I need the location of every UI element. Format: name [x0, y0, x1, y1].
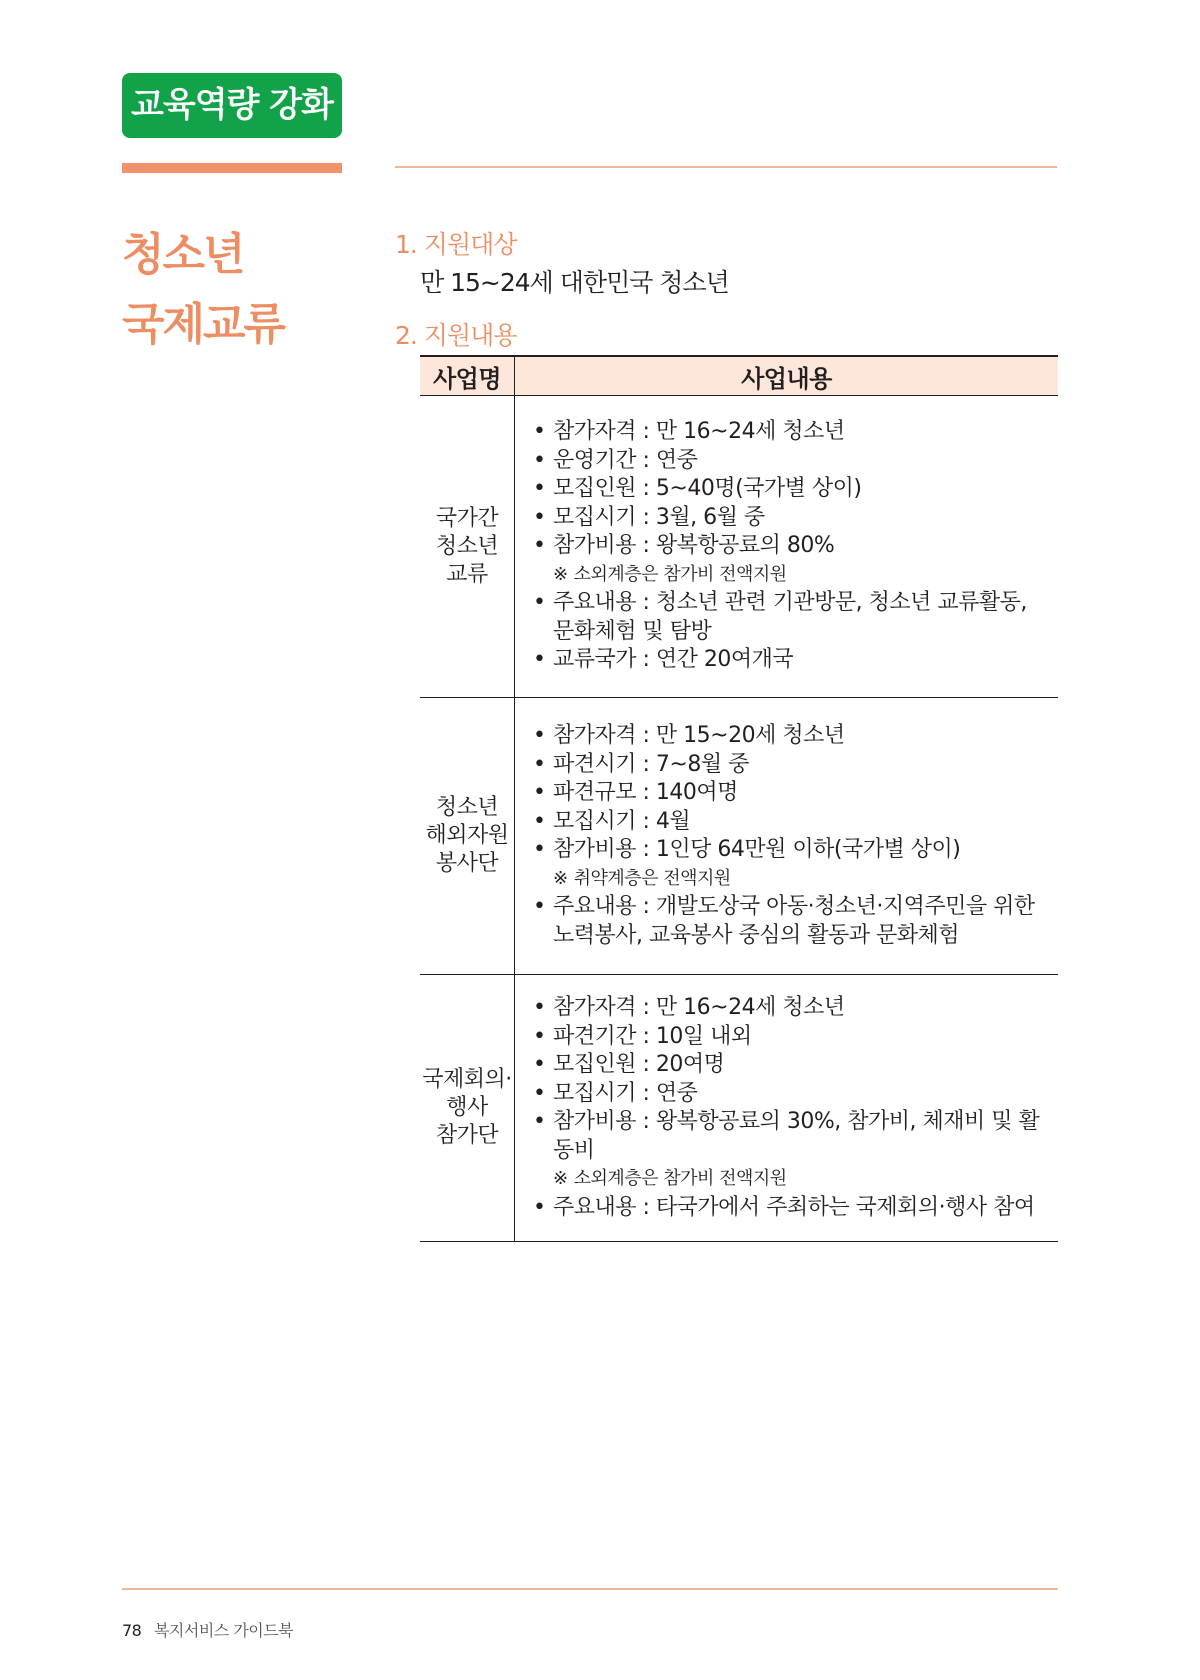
list-item: • 참가자격 : 만 15~20세 청소년 [533, 722, 1058, 751]
list-item-continuation: 문화체험 및 탐방 [553, 618, 712, 644]
note-item [533, 561, 1058, 590]
program-name-cell [420, 975, 515, 1242]
program-name-line: 해외자원 [425, 823, 509, 848]
left-accent-rule [122, 163, 342, 173]
note-item [533, 1165, 1058, 1194]
program-name-line: 봉사단 [435, 851, 499, 876]
page-title-line-2: 국제교류 [122, 299, 285, 350]
program-name-line: 행사 [446, 1095, 488, 1120]
header-program-name: 사업명 [420, 356, 515, 396]
program-name-line: 청소년 [435, 795, 499, 820]
page-title-line-1: 청소년 [122, 229, 244, 280]
table-header-row [420, 356, 1058, 396]
list-item: • 참가비용 : 1인당 64만원 이하(국가별 상이) [533, 836, 1058, 865]
list-item [533, 893, 1058, 950]
list-item: • 모집시기 : 연중 [533, 1080, 1058, 1109]
list-item: • 교류국가 : 연간 20여개국 [533, 646, 1058, 675]
list-item: • 운영기간 : 연중 [533, 447, 1058, 476]
program-content-cell [515, 698, 1059, 975]
program-name-line: 국가간 [435, 505, 499, 531]
list-item: • 파견규모 : 140여명 [533, 779, 1058, 808]
list-item-text: 주요내용 : 청소년 관련 기관방문, 청소년 교류활동, [553, 590, 1027, 616]
list-item: • 참가비용 : 왕복항공료의 80% [533, 532, 1058, 561]
item-list [533, 722, 1058, 950]
page-title [122, 220, 284, 360]
table-row [420, 698, 1058, 975]
footer [122, 1618, 293, 1641]
program-name-line: 국제회의· [422, 1067, 512, 1092]
list-item-continuation: 노력봉사, 교육봉사 중심의 활동과 문화체험 [553, 922, 960, 948]
list-item: • 모집인원 : 20여명 [533, 1051, 1058, 1080]
list-item: • 파견기간 : 10일 내외 [533, 1023, 1058, 1052]
note-text: 취약계층은 전액지원 [573, 867, 731, 889]
list-item [533, 589, 1058, 646]
program-name-line: 참가단 [435, 1123, 499, 1148]
section1-text: 만 15~24세 대한민국 청소년 [420, 268, 729, 297]
note-text: 소외계층은 참가비 전액지원 [573, 563, 787, 585]
header-program-content: 사업내용 [515, 356, 1059, 396]
program-content-cell [515, 975, 1059, 1242]
table-body [420, 396, 1058, 1242]
note-mark: ※ [553, 1168, 568, 1189]
list-item: • 주요내용 : 타국가에서 주최하는 국제회의·행사 참여 [533, 1194, 1058, 1223]
note-mark: ※ [553, 867, 568, 889]
note-item [533, 865, 1058, 894]
section-badge: 교육역량 강화 [122, 73, 342, 138]
list-item: • 참가자격 : 만 16~24세 청소년 [533, 418, 1058, 447]
list-item: • 모집시기 : 3월, 6월 중 [533, 504, 1058, 533]
list-item-text: 주요내용 : 개발도상국 아동·청소년·지역주민을 위한 [553, 894, 1035, 919]
top-divider [395, 166, 1057, 168]
book-title: 복지서비스 가이드북 [153, 1621, 294, 1640]
list-item: • 모집시기 : 4월 [533, 808, 1058, 837]
program-table [420, 355, 1058, 1242]
note-text: 소외계층은 참가비 전액지원 [573, 1168, 787, 1189]
table-row [420, 975, 1058, 1242]
program-name-cell [420, 396, 515, 698]
list-item: • 모집인원 : 5~40명(국가별 상이) [533, 475, 1058, 504]
table-row [420, 396, 1058, 698]
program-name-line: 교류 [446, 561, 488, 587]
section1-heading: 1. 지원대상 [395, 230, 517, 259]
section2-heading: 2. 지원내용 [395, 321, 517, 350]
program-name-line: 청소년 [435, 533, 499, 559]
bottom-divider [122, 1588, 1058, 1590]
program-name-cell [420, 698, 515, 975]
page-number: 78 [122, 1621, 142, 1640]
list-item: • 참가자격 : 만 16~24세 청소년 [533, 994, 1058, 1023]
item-list [533, 418, 1058, 675]
program-content-cell [515, 396, 1059, 698]
note-mark: ※ [553, 563, 568, 585]
list-item: • 참가비용 : 왕복항공료의 30%, 참가비, 체재비 및 활동비 [533, 1108, 1058, 1165]
list-item: • 파견시기 : 7~8월 중 [533, 751, 1058, 780]
item-list [533, 994, 1058, 1222]
